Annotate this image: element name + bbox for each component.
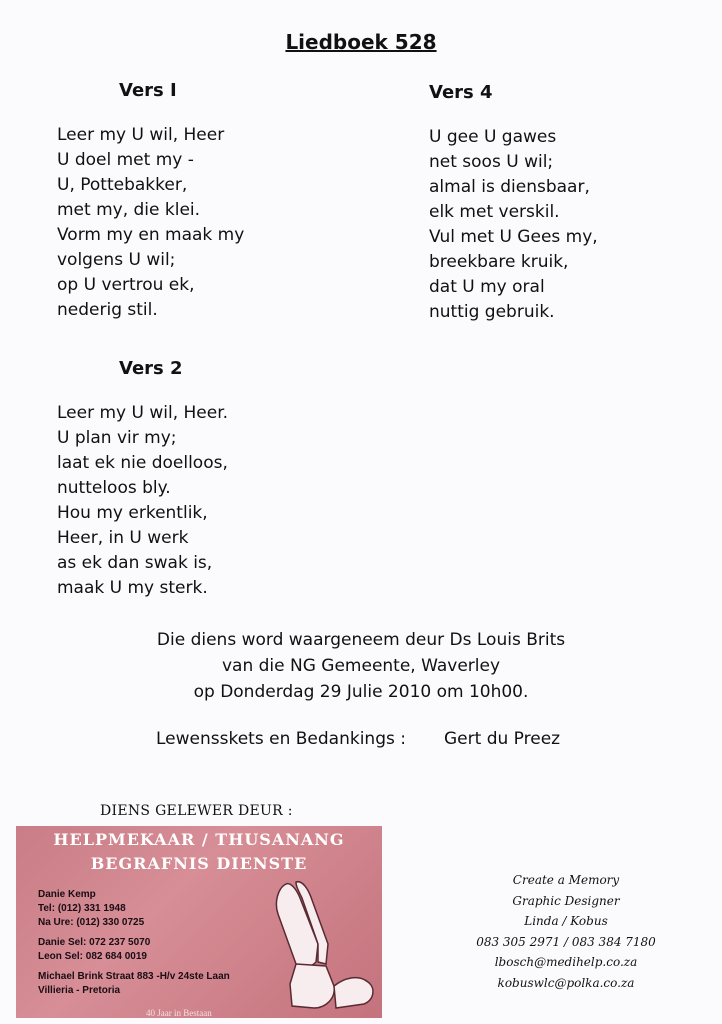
card-contact-suburb: Villieria - Pretoria <box>38 985 121 996</box>
verse-line: U, Pottebakker, <box>57 175 188 195</box>
verse-line: almal is diensbaar, <box>429 177 590 197</box>
verse-line: met my, die klei. <box>57 200 201 220</box>
verse-line: Vorm my en maak my <box>57 225 245 245</box>
card-contact-cell-1: Danie Sel: 072 237 5070 <box>38 937 151 948</box>
verse-line: net soos U wil; <box>429 152 554 172</box>
designer-credit <box>468 870 664 994</box>
verse-2 <box>57 358 228 601</box>
verse-line: dat U my oral <box>429 277 545 297</box>
service-congregation: van die NG Gemeente, Waverley <box>221 656 501 676</box>
designer-email-1: lbosch@medihelp.co.za <box>494 955 638 970</box>
card-heading-company: HELPMEKAAR / THUSANANG <box>53 830 345 849</box>
verse-lines <box>57 401 228 601</box>
verse-heading: Vers I <box>119 80 177 101</box>
verse-line: U plan vir my; <box>57 428 177 448</box>
verse-line: Vul met U Gees my, <box>429 227 598 247</box>
verse-line: nutteloos bly. <box>57 478 171 498</box>
designer-business: Create a Memory <box>512 873 620 887</box>
service-officiant: Die diens word waargeneem deur Ds Louis Brits <box>156 630 566 650</box>
verse-line: as ek dan swak is, <box>57 553 213 573</box>
verse-4 <box>429 82 598 325</box>
verse-line: laat ek nie doelloos, <box>57 453 228 473</box>
page-title: Liedboek 528 <box>285 30 437 54</box>
card-contact-info <box>38 888 230 998</box>
delivered-by-heading: DIENS GELEWER DEUR : <box>100 803 293 819</box>
verse-line: volgens U wil; <box>57 250 176 270</box>
funeral-service-card <box>16 826 382 1018</box>
verse-line: op U vertrou ek, <box>57 275 195 295</box>
service-date-time: op Donderdag 29 Julie 2010 om 10h00. <box>193 682 529 702</box>
card-heading-service: BEGRAFNIS DIENSTE <box>90 854 308 873</box>
verse-line: breekbare kruik, <box>429 252 569 272</box>
card-contact-cell-2: Leon Sel: 082 684 0019 <box>38 951 147 962</box>
service-details <box>0 627 722 705</box>
tribute-line <box>156 729 561 749</box>
verse-line: U gee U gawes <box>429 127 557 147</box>
verse-line: Leer my U wil, Heer <box>57 125 225 145</box>
tribute-name: Gert du Preez <box>444 729 561 749</box>
tribute-label: Lewensskets en Bedankings : <box>156 729 406 749</box>
designer-title: Graphic Designer <box>512 893 620 908</box>
designer-phone: 083 305 2971 / 083 384 7180 <box>476 934 656 949</box>
verse-line: Leer my U wil, Heer. <box>57 403 229 423</box>
praying-hands-icon <box>256 874 382 1014</box>
designer-email-2: kobuswlc@polka.co.za <box>497 975 635 990</box>
verse-line: nuttig gebruik. <box>429 302 555 322</box>
card-contact-name: Danie Kemp <box>38 889 96 900</box>
verse-line: maak U my sterk. <box>57 578 208 598</box>
verse-heading: Vers 2 <box>119 358 183 379</box>
card-contact-after-hours: Na Ure: (012) 330 0725 <box>38 917 145 928</box>
card-footer: 40 Jaar in Bestaan <box>146 1008 212 1018</box>
designer-names: Linda / Kobus <box>524 914 608 929</box>
card-contact-tel: Tel: (012) 331 1948 <box>38 903 126 914</box>
verse-line: elk met verskil. <box>429 202 560 222</box>
verse-heading: Vers 4 <box>429 82 493 103</box>
verse-line: Heer, in U werk <box>57 528 189 548</box>
verse-line: Hou my erkentlik, <box>57 503 208 523</box>
verse-1 <box>57 80 244 323</box>
card-contact-address: Michael Brink Straat 883 -H/v 24ste Laan <box>38 971 230 982</box>
verse-lines <box>429 125 598 325</box>
verse-line: U doel met my - <box>57 150 194 170</box>
verse-line: nederig stil. <box>57 300 158 320</box>
verse-lines <box>57 123 244 323</box>
